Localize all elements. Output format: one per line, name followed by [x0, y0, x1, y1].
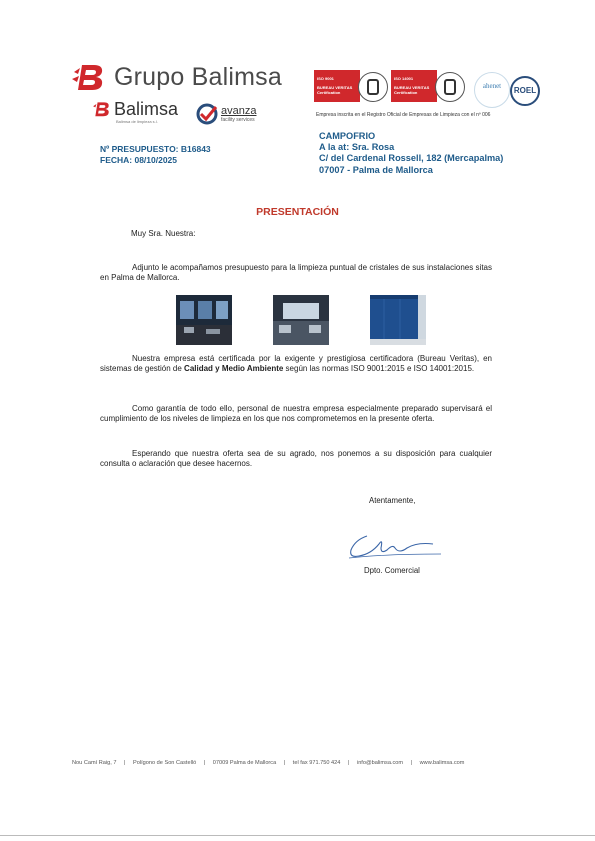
ahenet-logo: ahenet [474, 72, 510, 108]
quality-environment-emphasis: Calidad y Medio Ambiente [184, 364, 284, 373]
avanza-name: avanza [221, 104, 257, 117]
office-photo-2 [273, 295, 329, 345]
client-name: CAMPOFRIO [319, 131, 376, 141]
paragraph-intro: Adjunto le acompañamos presupuesto para la limpieza puntual de cristales de sus instalaciones sitas en Palma de Mallorca. [100, 263, 492, 282]
quote-date: FECHA: 08/10/2025 [100, 155, 178, 165]
iso-14001-badge: ISO 14001 BUREAU VERITAS Certification [391, 70, 467, 102]
balimsa-logo [92, 99, 179, 124]
balimsa-name: Balimsa [114, 99, 179, 119]
footer-industrial-estate: Polígono de Son Castelló [133, 760, 197, 766]
client-city: 07007 - Palma de Mallorca [319, 164, 433, 175]
footer-email: info@balimsa.com [356, 760, 404, 766]
bureau-veritas-seal-icon [435, 72, 465, 102]
office-photo-1 [176, 295, 232, 345]
registro-text: Empresa inscrita en el Registro Oficial de Empresas de Limpieza con el nº 006 [316, 112, 491, 118]
client-address-block [319, 131, 503, 176]
footer-phone: tel fax 971.750 424 [292, 760, 341, 766]
client-address: C/ del Cardenal Rossell, 182 (Mercapalma) [319, 153, 504, 164]
paragraph-closing: Esperando que nuestra oferta sea de su agrado, nos ponemos a su disposición para cualquier consulta o aclaración que desee hacernos. [100, 449, 492, 468]
client-attention: A la at: Sra. Rosa [319, 142, 395, 153]
balimsa-b-small-icon [92, 100, 112, 118]
handwritten-signature [345, 524, 445, 564]
roel-logo: ROEL [510, 76, 540, 106]
avanza-logo [196, 103, 256, 125]
quote-number: Nº PRESUPUESTO: B16843 [100, 144, 211, 154]
office-photo-3 [370, 295, 426, 345]
quote-info [100, 144, 211, 166]
footer-website: www.balimsa.com [419, 760, 465, 766]
footer-postal: 07009 Palma de Mallorca [212, 760, 277, 766]
balimsa-tagline: Balimsa de limpieza s.l. [116, 119, 158, 124]
greeting: Muy Sra. Nuestra: [131, 229, 196, 238]
closing-salutation: Atentamente, [369, 496, 416, 505]
paragraph-guarantee: Como garantía de todo ello, personal de nuestra empresa especialmente preparado supervisará el cumplimiento de los niveles de limpieza en los que nos comprometemos en la presente oferta. [100, 404, 492, 423]
document-title: PRESENTACIÓN [256, 206, 339, 218]
footer-contact: Nou Camí Raig, 7 | Polígono de Son Castelló | 07009 Palma de Mallorca | tel fax 971.750 424 | info@balimsa.com | www.balimsa.com [72, 760, 465, 766]
iso-9001-badge: ISO 9001 BUREAU VERITAS Certification [314, 70, 390, 102]
page-bottom-rule [0, 835, 595, 836]
signature-department: Dpto. Comercial [364, 566, 420, 575]
balimsa-b-logo-icon [72, 62, 108, 92]
grupo-balimsa-name: Grupo Balimsa [114, 62, 282, 91]
grupo-balimsa-logo [72, 62, 282, 92]
avanza-check-icon [196, 103, 218, 125]
footer-address: Nou Camí Raig, 7 [72, 760, 117, 766]
bureau-veritas-seal-icon [358, 72, 388, 102]
avanza-tagline: facility services [221, 116, 255, 123]
paragraph-certification: Nuestra empresa está certificada por la exigente y prestigiosa certificadora (Bureau Veritas), en sistemas de gestión de Calidad y Medio Ambiente según las normas ISO 9001:2015 e ISO 14001:2015. [100, 354, 492, 373]
